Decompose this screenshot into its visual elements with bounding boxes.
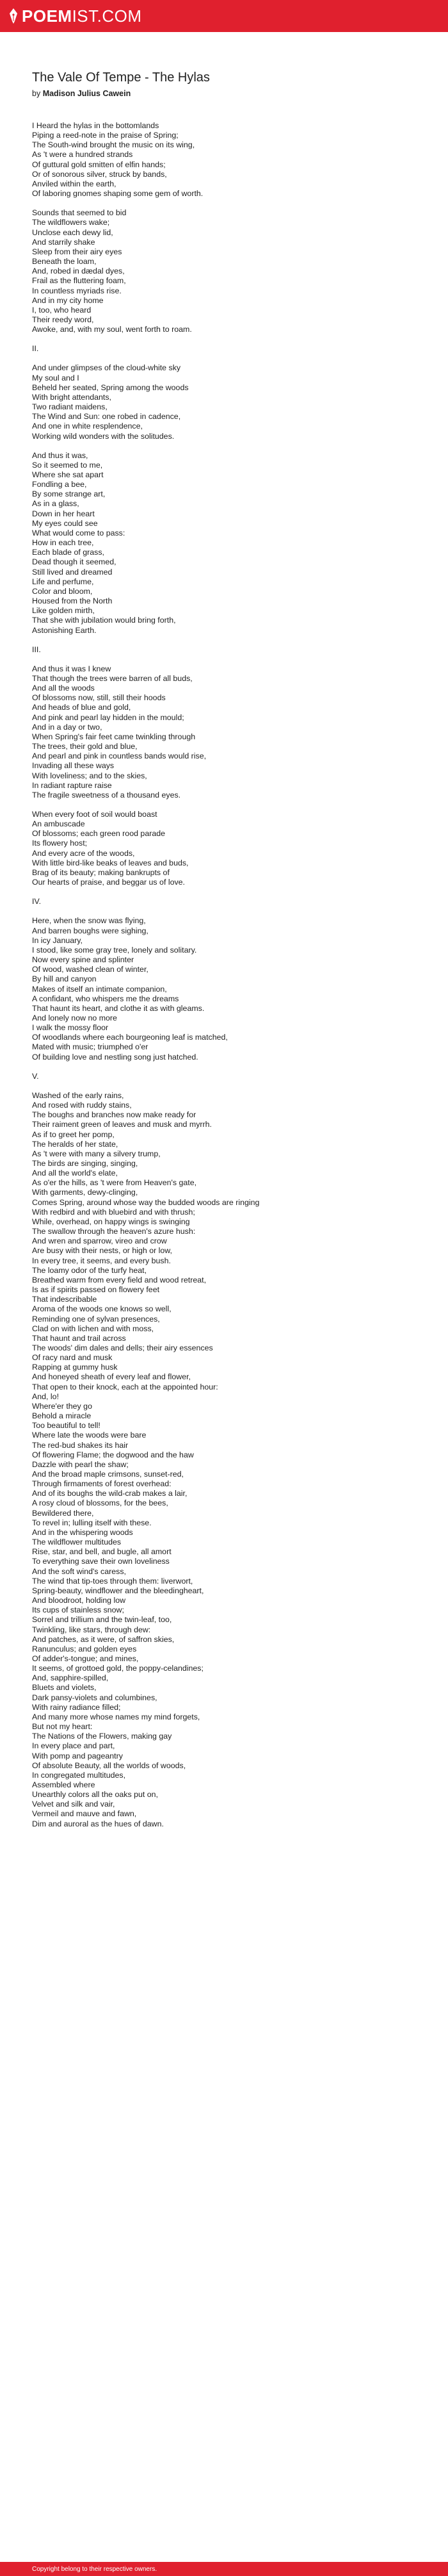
poem-line: To revel in; lulling itself with these.: [32, 1518, 152, 1527]
poem-line: But not my heart:: [32, 1722, 93, 1732]
poem-line: Of blossoms; each green rood parade: [32, 829, 166, 839]
poem-line: The wind that tip-toes through them: liverwort,: [32, 1576, 193, 1586]
copyright-text: Copyright belong to their respective owners.: [32, 2565, 157, 2573]
poem-line: In congregated multitudes,: [32, 1770, 126, 1780]
author-link[interactable]: Madison Julius Cawein: [42, 89, 131, 98]
poem-line: Down in her heart: [32, 509, 95, 518]
poem-line: Twinkling, like stars, through dew:: [32, 1625, 151, 1634]
poem-line: The fragile sweetness of a thousand eyes.: [32, 790, 181, 800]
poem-container: [0, 32, 448, 1829]
byline: [32, 89, 429, 98]
poem-line: That indescribable: [32, 1295, 97, 1304]
poem-line: Dim and auroral as the hues of dawn.: [32, 1819, 164, 1828]
poem-line: When every foot of soil would boast: [32, 810, 157, 819]
poem-line: What would come to pass:: [32, 528, 125, 537]
poem-line: In radiant rapture raise: [32, 780, 112, 790]
poem-line: Is as if spirits passed on flowery feet: [32, 1285, 160, 1295]
poem-stanza: [32, 810, 429, 887]
poem-line: Makes of itself an intimate companion,: [32, 984, 167, 994]
poem-line: And in my city home: [32, 295, 104, 305]
poem-line: That she with jubilation would bring forth,: [32, 616, 176, 625]
poem-line: With loveliness; and to the skies,: [32, 771, 147, 780]
poem-line: When Spring's fair feet came twinkling through: [32, 732, 196, 741]
poem-line: Sounds that seemed to bid: [32, 208, 127, 218]
logo-wordmark: POEMIST.COM: [22, 6, 142, 26]
poem-line: Still lived and dreamed: [32, 567, 113, 577]
poem-line: The red-bud shakes its hair: [32, 1440, 129, 1450]
poem-line: Rapping at gummy husk: [32, 1363, 118, 1372]
poem-line: Beheld her seated, Spring among the woods: [32, 382, 189, 392]
poem-line: The loamy odor of the turfy heat,: [32, 1265, 147, 1275]
poem-line: Fondling a bee,: [32, 480, 87, 489]
poem-stanza: [32, 1072, 429, 1081]
poem-line: Rise, star, and bell, and bugle, all amort: [32, 1547, 172, 1557]
poem-line: And all the woods: [32, 684, 95, 693]
by-label: by: [32, 89, 41, 98]
poem-line: Assembled where: [32, 1780, 95, 1789]
poem-line: Life and perfume,: [32, 577, 94, 586]
poem-line: To everything save their own loveliness: [32, 1557, 170, 1566]
poem-line: Of building love and nestling song just hatched.: [32, 1052, 198, 1062]
poem-line: Now every spine and splinter: [32, 955, 134, 965]
poem-line: The South-wind brought the music on its wing,: [32, 140, 195, 150]
poem-line: And thus it was,: [32, 450, 88, 460]
poem-line: Of adder's-tongue; and mines,: [32, 1653, 139, 1663]
poem-line: The Nations of the Flowers, making gay: [32, 1732, 172, 1741]
poem-line: Anviled within the earth,: [32, 179, 116, 188]
poem-line: And, sapphire-spilled,: [32, 1673, 109, 1683]
poem-line: And pearl and pink in countless bands would rise,: [32, 751, 207, 761]
poem-line: And lonely now no more: [32, 1013, 117, 1022]
poem-line: Through firmaments of forest overhead:: [32, 1479, 172, 1489]
poem-line: Clad on with lichen and with moss,: [32, 1324, 154, 1333]
poem-line: Aroma of the woods one knows so well,: [32, 1304, 172, 1314]
poem-line: Washed of the early rains,: [32, 1090, 124, 1100]
poem-line: Brag of its beauty; making bankrupts of: [32, 867, 170, 877]
poem-line: Too beautiful to tell!: [32, 1421, 100, 1431]
poem-line: With little bird-like beaks of leaves and buds,: [32, 858, 189, 867]
poem-line: The woods' dim dales and dells; their airy essences: [32, 1343, 213, 1352]
poem-line: So it seemed to me,: [32, 460, 103, 470]
poem-line: With pomp and pageantry: [32, 1751, 123, 1760]
poem-line: Housed from the North: [32, 596, 113, 606]
poem-line: Like golden mirth,: [32, 606, 95, 616]
poem-line: While, overhead, on happy wings is swinging: [32, 1217, 190, 1226]
poem-stanza: [32, 363, 429, 441]
poem-line: The boughs and branches now make ready for: [32, 1110, 196, 1120]
poem-line: Here, when the snow was flying,: [32, 916, 146, 926]
poem-line: By some strange art,: [32, 489, 106, 499]
poem-line: Astonishing Earth.: [32, 625, 97, 635]
poem-line: Velvet and silk and vair,: [32, 1800, 115, 1809]
poem-line: And the soft wind's caress,: [32, 1566, 126, 1576]
poem-line: In countless myriads rise.: [32, 286, 122, 295]
poem-line: Mated with music; triumphed o'er: [32, 1042, 148, 1052]
poem-line: My eyes could see: [32, 518, 98, 528]
poem-stanza: [32, 664, 429, 800]
poem-line: The wildflower multitudes: [32, 1538, 122, 1547]
poem-line: With garments, dewy-clinging,: [32, 1188, 138, 1197]
poem-line: As in a glass,: [32, 499, 79, 509]
poem-line: My soul and I: [32, 373, 79, 382]
poem-line: Their reedy word,: [32, 315, 94, 324]
poem-line: As 't were a hundred strands: [32, 150, 133, 160]
poem-line: Of guttural gold smitten of elfin hands;: [32, 160, 166, 169]
poem-line: And many more whose names my mind forgets,: [32, 1712, 200, 1721]
poem-line: And bloodroot, holding low: [32, 1596, 126, 1605]
site-footer: [0, 2562, 448, 2576]
poem-line: I Heard the hylas in the bottomlands: [32, 121, 159, 130]
poem-line: And patches, as it were, of saffron skies,: [32, 1634, 175, 1644]
poem-line: Of laboring gnomes shaping some gem of worth.: [32, 189, 204, 199]
poem-line: Of racy nard and musk: [32, 1353, 113, 1363]
poem-line: I, too, who heard: [32, 305, 92, 315]
poem-line: And heads of blue and gold,: [32, 703, 131, 712]
poem-line: With bright attendants,: [32, 392, 111, 402]
poem-stanza: [32, 121, 429, 199]
poem-line: That haunt and trail across: [32, 1333, 126, 1343]
poem-line: And the broad maple crimsons, sunset-red,: [32, 1470, 184, 1479]
poem-line: Where she sat apart: [32, 470, 104, 479]
pen-nib-icon: [9, 8, 18, 24]
poem-title: The Vale Of Tempe - The Hylas: [32, 70, 210, 85]
poem-line: I walk the mossy floor: [32, 1023, 109, 1033]
poem-line: An ambuscade: [32, 819, 85, 829]
poem-line: And pink and pearl lay hidden in the mould;: [32, 712, 184, 722]
site-header: [0, 0, 448, 32]
poem-line: Unearthly colors all the oaks put on,: [32, 1790, 158, 1800]
poem-line: Two radiant maidens,: [32, 402, 108, 412]
poem-line: The swallow through the heaven's azure hush:: [32, 1227, 196, 1236]
poem-line: Are busy with their nests, or high or low,: [32, 1246, 173, 1256]
poem-line: Bewildered there,: [32, 1508, 94, 1518]
poem-body: [32, 121, 429, 1829]
poem-line: By hill and canyon: [32, 974, 97, 984]
poem-line: Beneath the loam,: [32, 257, 97, 267]
poem-line: Color and bloom,: [32, 586, 93, 596]
poem-line: In every place and part,: [32, 1741, 115, 1751]
poem-line: And every acre of the woods,: [32, 848, 135, 858]
poem-stanza: [32, 897, 429, 907]
poem-line: Dazzle with pearl the shaw;: [32, 1459, 129, 1469]
poem-line: That haunt its heart, and clothe it as with gleams.: [32, 1003, 205, 1013]
poem-line: I stood, like some gray tree, lonely and solitary.: [32, 945, 197, 955]
poem-stanza: [32, 645, 429, 655]
poem-line: Comes Spring, around whose way the budded woods are ringing: [32, 1197, 260, 1207]
poem-line: II.: [32, 344, 39, 354]
poem-stanza: [32, 208, 429, 334]
poem-line: Each blade of grass,: [32, 548, 104, 557]
poem-line: How in each tree,: [32, 538, 94, 548]
poem-line: And, robed in dædal dyes,: [32, 267, 125, 276]
poem-line: Unclose each dewy lid,: [32, 227, 113, 237]
poem-line: Frail as the fluttering foam,: [32, 276, 126, 286]
poem-line: Vermeil and mauve and fawn,: [32, 1809, 137, 1819]
poem-line: Behold a miracle: [32, 1411, 92, 1421]
poem-line: Or of sonorous silver, struck by bands,: [32, 169, 167, 179]
poem-line: And wren and sparrow, vireo and crow: [32, 1236, 167, 1246]
poem-line: The Wind and Sun: one robed in cadence,: [32, 412, 181, 422]
poem-line: With redbird and with bluebird and with thrush;: [32, 1207, 195, 1217]
poem-line: Of absolute Beauty, all the worlds of woods,: [32, 1760, 186, 1770]
poem-line: That though the trees were barren of all buds,: [32, 673, 193, 683]
poem-line: The trees, their gold and blue,: [32, 742, 138, 751]
poem-line: Spring-beauty, windflower and the bleedingheart,: [32, 1586, 204, 1595]
poem-line: Its flowery host;: [32, 839, 88, 848]
poem-line: The wildflowers wake;: [32, 218, 110, 227]
poem-line: And of its boughs the wild-crab makes a lair,: [32, 1489, 188, 1498]
poem-line: And in a day or two,: [32, 722, 102, 732]
poem-line: Breathed warm from every field and wood retreat,: [32, 1275, 207, 1284]
poem-line: As if to greet her pomp,: [32, 1129, 115, 1139]
poem-line: Its cups of stainless snow;: [32, 1605, 124, 1615]
poem-stanza: [32, 451, 429, 636]
poem-line: Invading all these ways: [32, 761, 115, 771]
poem-line: Sorrel and trillium and the twin-leaf, too,: [32, 1615, 172, 1625]
poem-line: And under glimpses of the cloud-white sky: [32, 363, 181, 373]
poem-line: Their raiment green of leaves and musk and myrrh.: [32, 1120, 212, 1129]
poem-line: Dark pansy-violets and columbines,: [32, 1693, 157, 1702]
poem-line: Of blossoms now, still, still their hoods: [32, 693, 166, 703]
site-logo[interactable]: [9, 8, 142, 24]
poem-stanza: [32, 344, 429, 354]
poem-line: And rosed with ruddy stains,: [32, 1101, 132, 1110]
poem-line: Working wild wonders with the solitudes.: [32, 431, 175, 441]
poem-line: Of wood, washed clean of winter,: [32, 965, 148, 974]
poem-line: It seems, of grottoed gold, the poppy-celandines;: [32, 1664, 204, 1673]
poem-line: And thus it was I knew: [32, 664, 111, 673]
poem-line: A rosy cloud of blossoms, for the bees,: [32, 1498, 168, 1508]
poem-line: As 't were with many a silvery trump,: [32, 1149, 161, 1158]
poem-line: Sleep from their airy eyes: [32, 247, 122, 256]
poem-line: Piping a reed-note in the praise of Spring;: [32, 131, 179, 140]
poem-line: And, lo!: [32, 1391, 60, 1401]
poem-line: Ranunculus; and golden eyes: [32, 1644, 137, 1653]
poem-line: Where late the woods were bare: [32, 1431, 147, 1440]
poem-line: And starrily shake: [32, 237, 95, 247]
poem-line: That open to their knock, each at the appointed hour:: [32, 1382, 218, 1391]
poem-line: V.: [32, 1071, 39, 1081]
poem-line: Reminding one of sylvan presences,: [32, 1314, 160, 1324]
poem-line: III.: [32, 644, 41, 654]
poem-line: The birds are singing, singing,: [32, 1159, 138, 1168]
poem-line: Our hearts of praise, and beggar us of love.: [32, 878, 186, 887]
poem-line: As o'er the hills, as 't were from Heaven's gate,: [32, 1178, 197, 1188]
poem-line: And barren boughs were sighing,: [32, 926, 148, 935]
poem-line: IV.: [32, 897, 42, 907]
poem-stanza: [32, 916, 429, 1062]
poem-line: In icy January,: [32, 935, 83, 945]
poem-line: Dead though it seemed,: [32, 557, 116, 567]
poem-line: Where'er they go: [32, 1401, 92, 1411]
poem-line: In every tree, it seems, and every bush.: [32, 1256, 171, 1265]
poem-line: A confidant, who whispers me the dreams: [32, 994, 179, 1003]
poem-line: And in the whispering woods: [32, 1527, 133, 1537]
poem-line: And one in white resplendence,: [32, 422, 143, 431]
poem-line: The heralds of her state,: [32, 1139, 118, 1149]
poem-line: And honeyed sheath of every leaf and flower,: [32, 1372, 191, 1382]
poem-stanza: [32, 1091, 429, 1829]
poem-line: Of woodlands where each bourgeoning leaf is matched,: [32, 1033, 228, 1042]
poem-line: And all the world's elate,: [32, 1169, 118, 1178]
poem-line: Bluets and violets,: [32, 1683, 97, 1693]
poem-line: Of flowering Flame; the dogwood and the haw: [32, 1450, 194, 1459]
poem-line: With rainy radiance filled;: [32, 1702, 121, 1712]
poem-line: Awoke, and, with my soul, went forth to roam.: [32, 325, 192, 334]
